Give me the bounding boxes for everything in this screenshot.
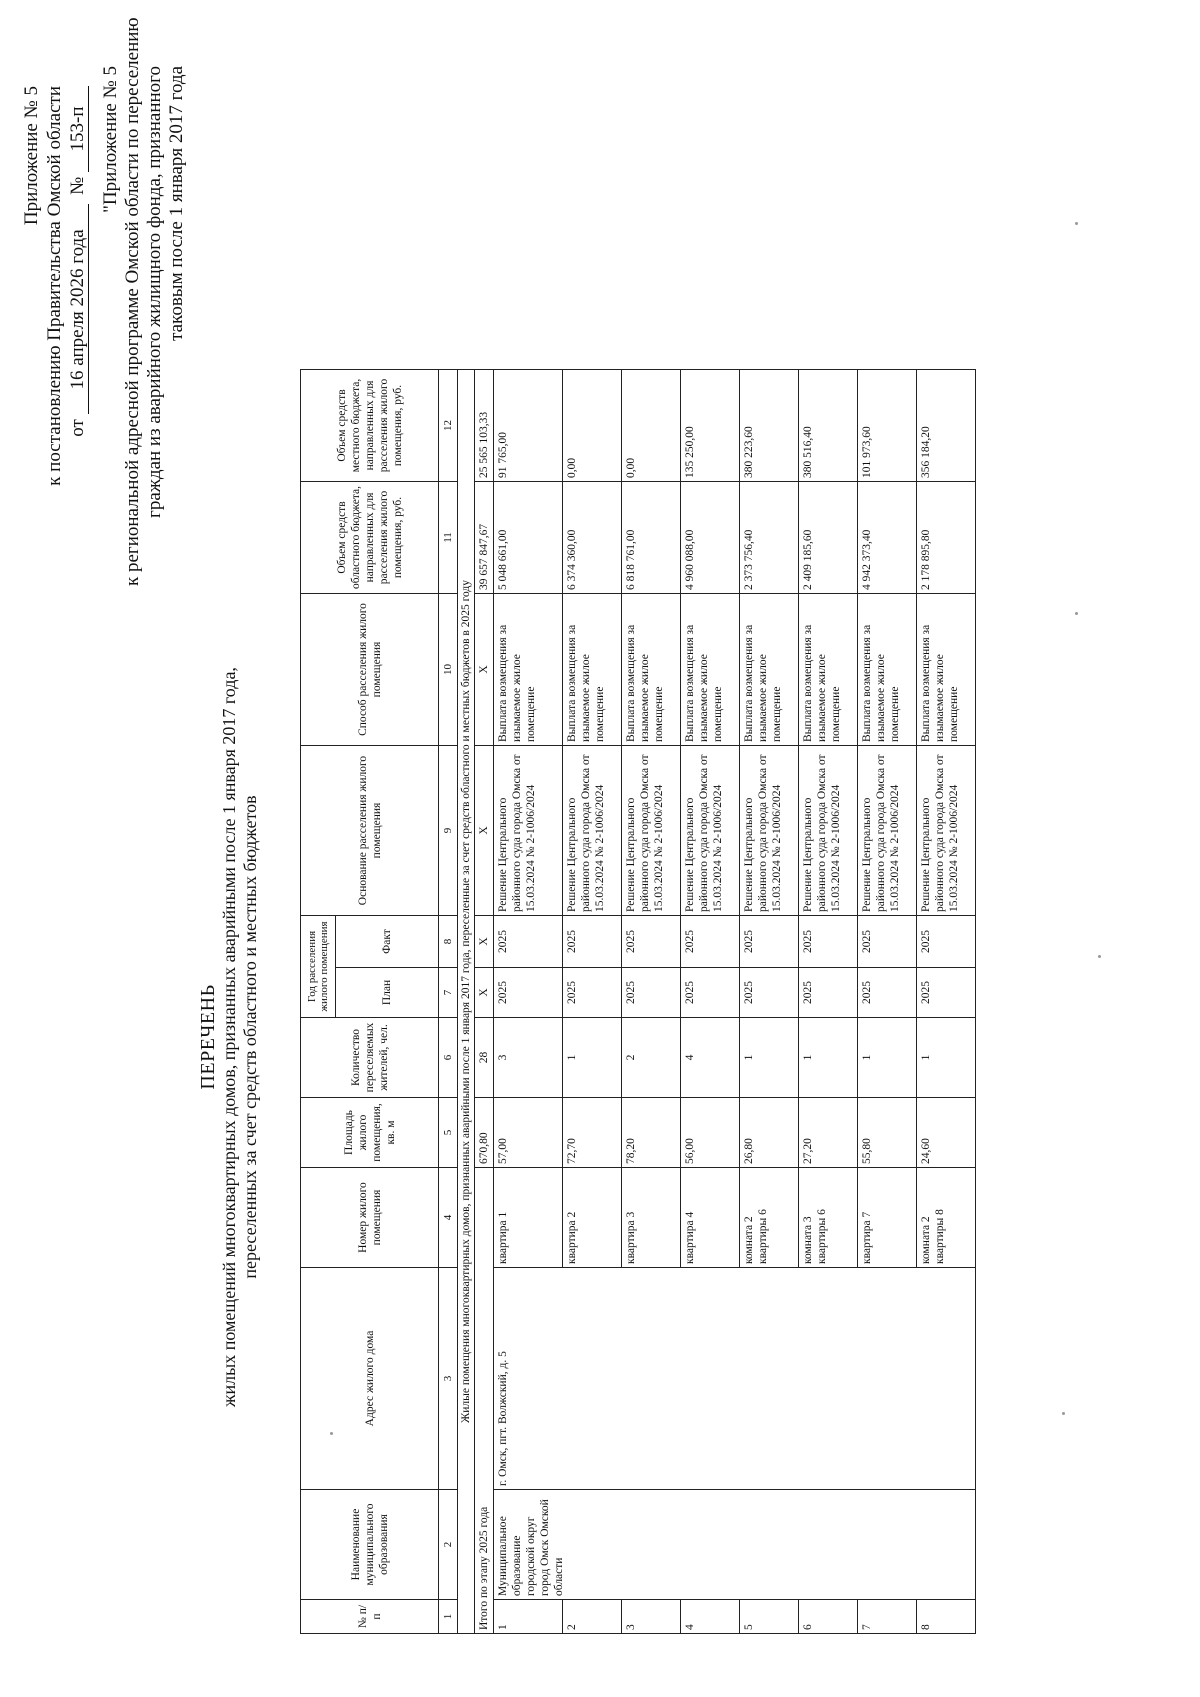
method-cell: Выплата возмещения за изымаемое жилое помещение [858, 594, 917, 746]
regional-budget-cell: 6 374 360,00 [563, 482, 622, 594]
row-number: 6 [799, 1600, 858, 1634]
plan-year-cell: 2025 [681, 968, 740, 1018]
residents-cell: 4 [681, 1018, 740, 1098]
local-budget-cell: 356 184,20 [917, 370, 976, 482]
plan-year-cell: 2025 [917, 968, 976, 1018]
room-cell: комната 2 квартиры 8 [917, 1168, 976, 1268]
col-number: 2 [439, 1490, 458, 1600]
scan-dot [1075, 222, 1078, 225]
housing-table [300, 369, 976, 1634]
title-main: ПЕРЕЧЕНЬ [197, 984, 219, 1090]
area-cell: 26,80 [740, 1098, 799, 1168]
program-appendix-note [100, 17, 188, 586]
number-prefix: № [67, 176, 88, 195]
scan-dot [330, 1432, 333, 1435]
regional-budget-cell: 2 178 895,80 [917, 482, 976, 594]
column-numbers-row [439, 370, 458, 1634]
table-row [494, 370, 563, 1634]
col-number: 1 [439, 1600, 458, 1634]
address-cell: г. Омск, пгт. Волжский, д. 5 [494, 1268, 976, 1490]
resolution-header [20, 86, 89, 486]
resolution-number: 153-п [68, 86, 89, 172]
regional-budget-cell: 4 960 088,00 [681, 482, 740, 594]
section-title: Жилые помещения многоквартирных домов, признанных аварийными после 1 января 2017 года, переселенные за счет средств областного и местных бюджетов в 2025 году [458, 370, 475, 1634]
appendix-label: Приложение № 5 [21, 86, 42, 226]
total-residents: 28 [475, 1018, 494, 1098]
col-number: 12 [439, 370, 458, 482]
room-cell: комната 2 квартиры 6 [740, 1168, 799, 1268]
area-cell: 78,20 [622, 1098, 681, 1168]
municipality-cell: Муниципальное образование городской округ город Омск Омской области [494, 1490, 976, 1600]
area-cell: 56,00 [681, 1098, 740, 1168]
header-residents: Количество переселяемых жителей, чел. [301, 1018, 439, 1098]
basis-cell: Решение Центрального районного суда города Омска от 15.03.2024 № 2-1006/2024 [858, 746, 917, 916]
program-appendix-line2: к региональной адресной программе Омской области по переселению [122, 17, 143, 586]
basis-cell: Решение Центрального районного суда города Омска от 15.03.2024 № 2-1006/2024 [681, 746, 740, 916]
area-cell: 72,70 [563, 1098, 622, 1168]
scan-dot [1098, 955, 1101, 958]
document-title [198, 637, 261, 1437]
scan-dot [1075, 612, 1078, 615]
method-cell: Выплата возмещения за изымаемое жилое помещение [799, 594, 858, 746]
section-title-row [458, 370, 475, 1634]
total-label: Итого по этапу 2025 года [475, 1168, 494, 1634]
local-budget-cell: 380 516,40 [799, 370, 858, 482]
fact-year-cell: 2025 [681, 916, 740, 968]
local-budget-cell: 0,00 [622, 370, 681, 482]
total-area: 670,80 [475, 1098, 494, 1168]
plan-year-cell: 2025 [622, 968, 681, 1018]
row-number: 5 [740, 1600, 799, 1634]
basis-cell: Решение Центрального районного суда города Омска от 15.03.2024 № 2-1006/2024 [799, 746, 858, 916]
table-body [494, 370, 976, 1634]
plan-year-cell: 2025 [494, 968, 563, 1018]
fact-year-cell: 2025 [917, 916, 976, 968]
header-address: Адрес жилого дома [301, 1268, 439, 1490]
row-number: 3 [622, 1600, 681, 1634]
header-basis: Основание расселения жилого помещения [301, 746, 439, 916]
scan-dot [1062, 1412, 1065, 1415]
regional-budget-cell: 2 409 185,60 [799, 482, 858, 594]
total-method: X [475, 594, 494, 746]
method-cell: Выплата возмещения за изымаемое жилое помещение [563, 594, 622, 746]
col-number: 4 [439, 1168, 458, 1268]
col-number: 6 [439, 1018, 458, 1098]
room-cell: квартира 2 [563, 1168, 622, 1268]
program-appendix-line4: таковым после 1 января 2017 года [166, 66, 187, 341]
col-number: 9 [439, 746, 458, 916]
header-room: Номер жилого помещения [301, 1168, 439, 1268]
basis-cell: Решение Центрального районного суда города Омска от 15.03.2024 № 2-1006/2024 [917, 746, 976, 916]
header-fact: Факт [336, 916, 439, 968]
room-cell: квартира 3 [622, 1168, 681, 1268]
resolution-date: 16 апреля 2026 года [68, 204, 89, 414]
room-cell: квартира 4 [681, 1168, 740, 1268]
method-cell: Выплата возмещения за изымаемое жилое помещение [740, 594, 799, 746]
local-budget-cell: 380 223,60 [740, 370, 799, 482]
basis-cell: Решение Центрального районного суда города Омска от 15.03.2024 № 2-1006/2024 [622, 746, 681, 916]
row-number: 4 [681, 1600, 740, 1634]
title-line1: жилых помещений многоквартирных домов, признанных аварийными после 1 января 2017 года, [219, 667, 239, 1407]
col-number: 10 [439, 594, 458, 746]
fact-year-cell: 2025 [858, 916, 917, 968]
room-cell: комната 3 квартиры 6 [799, 1168, 858, 1268]
residents-cell: 1 [740, 1018, 799, 1098]
col-number: 8 [439, 916, 458, 968]
total-fact: X [475, 916, 494, 968]
regional-budget-cell: 6 818 761,00 [622, 482, 681, 594]
area-cell: 27,20 [799, 1098, 858, 1168]
header-area: Площадь жилого помещения, кв. м [301, 1098, 439, 1168]
basis-cell: Решение Центрального районного суда города Омска от 15.03.2024 № 2-1006/2024 [740, 746, 799, 916]
regional-budget-cell: 4 942 373,40 [858, 482, 917, 594]
fact-year-cell: 2025 [563, 916, 622, 968]
program-appendix-label: "Приложение № 5 [100, 66, 121, 213]
method-cell: Выплата возмещения за изымаемое жилое помещение [494, 594, 563, 746]
method-cell: Выплата возмещения за изымаемое жилое помещение [622, 594, 681, 746]
header-municipality: Наименование муниципального образования [301, 1490, 439, 1600]
residents-cell: 1 [799, 1018, 858, 1098]
area-cell: 55,80 [858, 1098, 917, 1168]
title-line2: переселенных за счет средств областного и местных бюджетов [240, 795, 260, 1279]
plan-year-cell: 2025 [740, 968, 799, 1018]
col-number: 3 [439, 1268, 458, 1490]
header-year-group: Год расселения жилого помещения [301, 916, 336, 1018]
plan-year-cell: 2025 [799, 968, 858, 1018]
header-local-budget: Объем средств местного бюджета, направленных для расселения жилого помещения, руб. [301, 370, 439, 482]
table-header-row [301, 370, 336, 1634]
col-number: 5 [439, 1098, 458, 1168]
residents-cell: 3 [494, 1018, 563, 1098]
area-cell: 24,60 [917, 1098, 976, 1168]
plan-year-cell: 2025 [858, 968, 917, 1018]
col-number: 11 [439, 482, 458, 594]
total-basis: X [475, 746, 494, 916]
program-appendix-line3: граждан из аварийного жилищного фонда, признанного [144, 66, 165, 518]
regional-budget-cell: 2 373 756,40 [740, 482, 799, 594]
total-local: 25 565 103,33 [475, 370, 494, 482]
row-number: 1 [494, 1600, 563, 1634]
header-plan: План [336, 968, 439, 1018]
date-prefix: от [67, 419, 88, 437]
fact-year-cell: 2025 [494, 916, 563, 968]
resolution-date-line [66, 86, 89, 486]
header-regional-budget: Объем средств областного бюджета, направленных для расселения жилого помещения, руб. [301, 482, 439, 594]
fact-year-cell: 2025 [740, 916, 799, 968]
residents-cell: 1 [563, 1018, 622, 1098]
total-regional: 39 657 847,67 [475, 482, 494, 594]
header-method: Способ расселения жилого помещения [301, 594, 439, 746]
local-budget-cell: 0,00 [563, 370, 622, 482]
residents-cell: 1 [858, 1018, 917, 1098]
basis-cell: Решение Центрального районного суда города Омска от 15.03.2024 № 2-1006/2024 [494, 746, 563, 916]
regional-budget-cell: 5 048 661,00 [494, 482, 563, 594]
header-number: № п/п [301, 1600, 439, 1634]
row-number: 2 [563, 1600, 622, 1634]
fact-year-cell: 2025 [622, 916, 681, 968]
residents-cell: 2 [622, 1018, 681, 1098]
row-number: 8 [917, 1600, 976, 1634]
room-cell: квартира 7 [858, 1168, 917, 1268]
method-cell: Выплата возмещения за изымаемое жилое помещение [681, 594, 740, 746]
total-row [475, 370, 494, 1634]
local-budget-cell: 101 973,60 [858, 370, 917, 482]
method-cell: Выплата возмещения за изымаемое жилое помещение [917, 594, 976, 746]
local-budget-cell: 135 250,00 [681, 370, 740, 482]
col-number: 7 [439, 968, 458, 1018]
local-budget-cell: 91 765,00 [494, 370, 563, 482]
total-plan: X [475, 968, 494, 1018]
plan-year-cell: 2025 [563, 968, 622, 1018]
room-cell: квартира 1 [494, 1168, 563, 1268]
row-number: 7 [858, 1600, 917, 1634]
fact-year-cell: 2025 [799, 916, 858, 968]
basis-cell: Решение Центрального районного суда города Омска от 15.03.2024 № 2-1006/2024 [563, 746, 622, 916]
area-cell: 57,00 [494, 1098, 563, 1168]
residents-cell: 1 [917, 1018, 976, 1098]
resolution-reference: к постановлению Правительства Омской области [44, 86, 65, 486]
